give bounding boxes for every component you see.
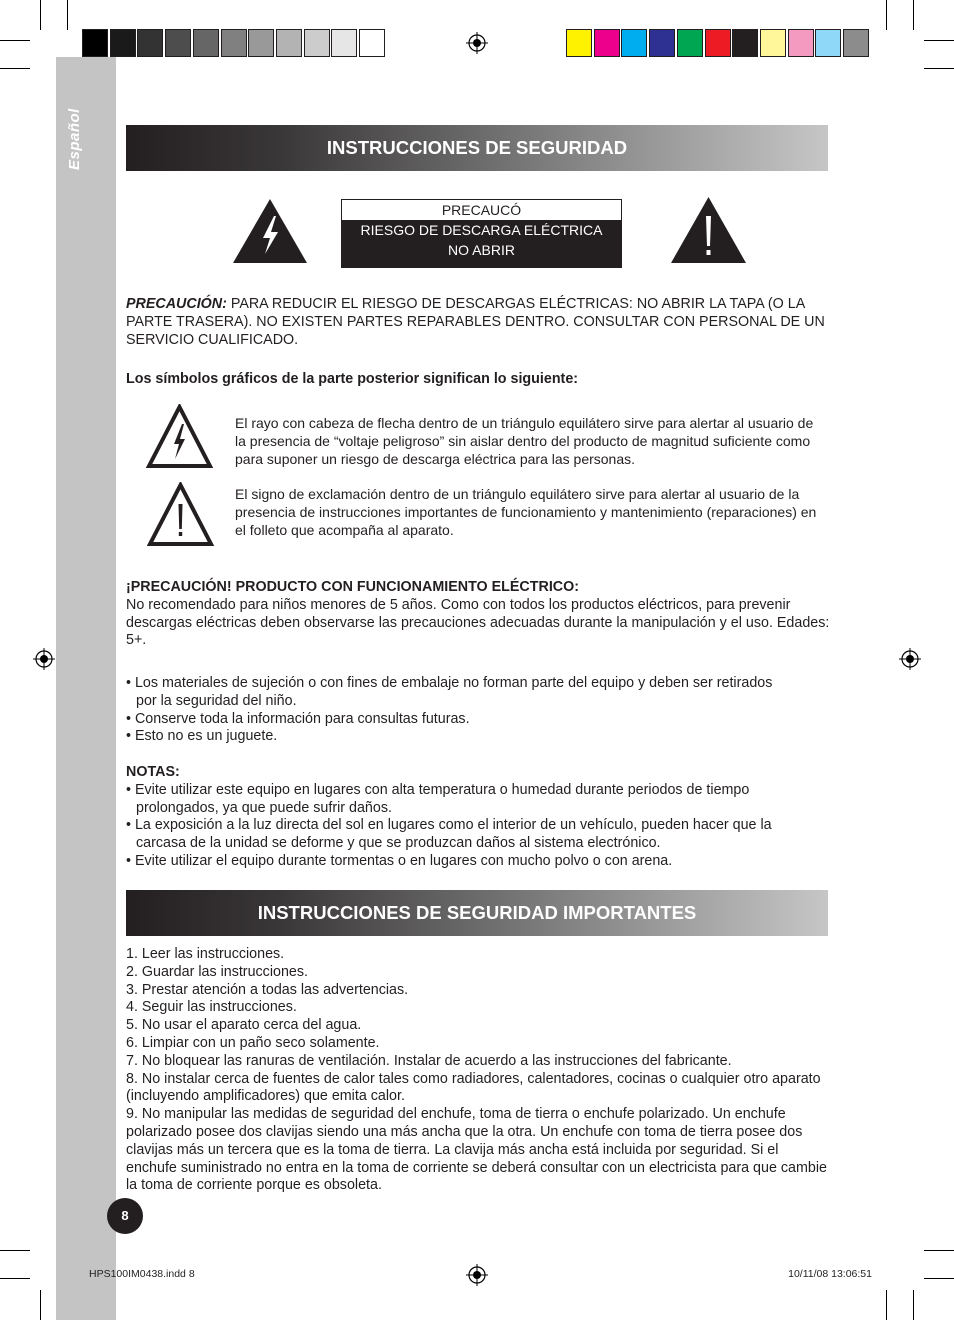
note-item: • La exposición a la luz directa del sol en lugares como el interior de un vehículo, pueden hacer que la xyxy=(126,817,772,834)
caution-paragraph xyxy=(126,296,830,349)
crop-mark xyxy=(924,1250,954,1251)
instruction-item: 4. Seguir las instrucciones. xyxy=(126,999,297,1016)
color-swatch xyxy=(248,29,274,57)
bullet-item: • Los materiales de sujeción o con fines de embalaje no forman parte del equipo y deben ser retirados xyxy=(126,675,773,691)
warning-label-line: NO ABRIR xyxy=(448,242,515,258)
language-sidebar xyxy=(56,57,116,1320)
page-number: 8 xyxy=(107,1198,143,1234)
caution-text: PARA REDUCIR EL RIESGO DE DESCARGAS ELÉCTRICAS: NO ABRIR LA TAPA (O LA PARTE TRASERA). NO EXISTEN PARTES REPARABLES DENTRO. CONSULTAR CON PERSONAL DE UN SERVICIO CUALIFICADO. xyxy=(126,296,825,348)
color-swatch xyxy=(165,29,191,57)
caution-label: PRECAUCIÓN: xyxy=(126,296,227,312)
exclamation-symbol-icon xyxy=(147,482,214,546)
exclamation-symbol-description: El signo de exclamación dentro de un triángulo equilátero sirve para alertar al usuario de la presencia de instrucciones importantes de funcionamiento y mantenimiento (reparaciones) en el folleto que acompaña al aparato. xyxy=(235,486,817,538)
color-swatch xyxy=(359,29,385,57)
color-swatch xyxy=(649,29,675,57)
instruction-item: 1. Leer las instrucciones. xyxy=(126,946,285,962)
bullet-item: • Esto no es un juguete. xyxy=(126,728,278,745)
color-swatch xyxy=(788,29,814,57)
instruction-item: 5. No usar el aparato cerca del agua. xyxy=(126,1017,362,1034)
footer-date: 10/11/08 13:06:51 xyxy=(788,1268,872,1280)
color-swatch xyxy=(137,29,163,57)
crop-mark xyxy=(0,68,30,69)
language-label: Español xyxy=(66,108,83,170)
color-swatch xyxy=(760,29,786,57)
instruction-item: 9. No manipular las medidas de seguridad del enchufe, toma de tierra o enchufe polarizado. Un enchufe polarizado posee dos clavijas siendo una más ancha que la otra. Un enchufe con toma de tierra posee dos clavijas más un tercera que es la toma de tierra. La clavija más ancha está incluida por seguridad. Si el enchufe suministrado no entra en la toma de corriente se deberá consultar con un electricista para que cambie la toma de corriente porque es obsoleta. xyxy=(126,1106,827,1194)
color-swatch xyxy=(843,29,869,57)
color-swatch xyxy=(110,29,136,57)
crop-mark xyxy=(913,1290,914,1320)
crop-mark xyxy=(0,1278,30,1279)
bullet-list xyxy=(126,675,830,746)
instruction-item: 7. No bloquear las ranuras de ventilación. Instalar de acuerdo a las instrucciones del fabricante. xyxy=(126,1052,732,1069)
footer-file: HPS100IM0438.indd 8 xyxy=(89,1268,195,1280)
registration-mark-icon xyxy=(466,32,488,54)
bullet-item-continuation: por la seguridad del niño. xyxy=(136,692,297,709)
color-swatch xyxy=(594,29,620,57)
color-swatch xyxy=(732,29,758,57)
color-swatch xyxy=(815,29,841,57)
color-swatch xyxy=(705,29,731,57)
color-swatch xyxy=(621,29,647,57)
color-swatch xyxy=(566,29,592,57)
crop-mark xyxy=(924,1278,954,1279)
crop-mark xyxy=(40,1290,41,1320)
electric-product-heading: ¡PRECAUCIÓN! PRODUCTO CON FUNCIONAMIENTO ELÉCTRICO: xyxy=(126,579,579,595)
instruction-item: 2. Guardar las instrucciones. xyxy=(126,963,308,980)
section-heading-safety: INSTRUCCIONES DE SEGURIDAD xyxy=(126,125,828,171)
registration-mark-icon xyxy=(899,648,921,670)
crop-mark xyxy=(40,0,41,30)
crop-mark xyxy=(913,0,914,30)
note-item: • Evite utilizar este equipo en lugares con alta temperatura o humedad durante periodos de tiempo xyxy=(126,781,750,798)
color-swatch xyxy=(82,29,108,57)
important-instructions-list xyxy=(126,946,830,1195)
exclamation-warning-icon xyxy=(670,196,747,264)
color-swatch xyxy=(304,29,330,57)
notes-heading: NOTAS: xyxy=(126,764,180,780)
color-swatch xyxy=(276,29,302,57)
crop-mark xyxy=(886,1290,887,1320)
color-swatch xyxy=(193,29,219,57)
note-item-continuation: carcasa de la unidad se deforme y que se produzcan daños al sistema electrónico. xyxy=(136,835,661,852)
lightning-warning-icon xyxy=(232,198,308,264)
lightning-symbol-icon xyxy=(146,404,213,468)
section-heading-important: INSTRUCCIONES DE SEGURIDAD IMPORTANTES xyxy=(126,890,828,936)
color-swatch xyxy=(221,29,247,57)
instruction-item: 6. Limpiar con un paño seco solamente. xyxy=(126,1034,380,1051)
instruction-item: 8. No instalar cerca de fuentes de calor tales como radiadores, calentadores, cocinas o cualquier otro aparato (incluyendo amplificadores) que emita calor. xyxy=(126,1070,821,1105)
registration-mark-icon xyxy=(466,1264,488,1286)
symbols-intro: Los símbolos gráficos de la parte posterior significan lo siguiente: xyxy=(126,371,579,387)
note-item: • Evite utilizar el equipo durante tormentas o en lugares con mucho polvo o con arena. xyxy=(126,852,673,869)
registration-mark-icon xyxy=(33,648,55,670)
crop-mark xyxy=(0,40,30,41)
crop-mark xyxy=(924,68,954,69)
crop-mark xyxy=(924,40,954,41)
notes-block xyxy=(126,764,830,871)
color-swatch xyxy=(677,29,703,57)
bullet-item: • Conserve toda la información para consultas futuras. xyxy=(126,710,470,727)
warning-label-line: RIESGO DE DESCARGA ELÉCTRICA xyxy=(360,222,603,238)
electric-product-block xyxy=(126,579,830,650)
instruction-item: 3. Prestar atención a todas las advertencias. xyxy=(126,981,409,998)
note-item-continuation: prolongados, ya que puede sufrir daños. xyxy=(136,799,392,816)
color-swatch xyxy=(331,29,357,57)
warning-label-title: PRECAUCÓ xyxy=(342,200,621,220)
crop-mark xyxy=(67,0,68,30)
electric-product-text: No recomendado para niños menores de 5 años. Como con todos los productos eléctricos, para prevenir descargas eléctricas deben observarse las precauciones adecuadas durante la manipulación y el uso. Edades: 5+. xyxy=(126,596,830,649)
lightning-symbol-description: El rayo con cabeza de flecha dentro de un triángulo equilátero sirve para alertar al usuario de la presencia de “voltaje peligroso” sin aislar dentro del producto de magnitud suficiente como para suponer un riesgo de descarga eléctrica para las personas. xyxy=(235,415,814,467)
shock-warning-label xyxy=(341,199,622,268)
crop-mark xyxy=(886,0,887,30)
crop-mark xyxy=(0,1250,30,1251)
